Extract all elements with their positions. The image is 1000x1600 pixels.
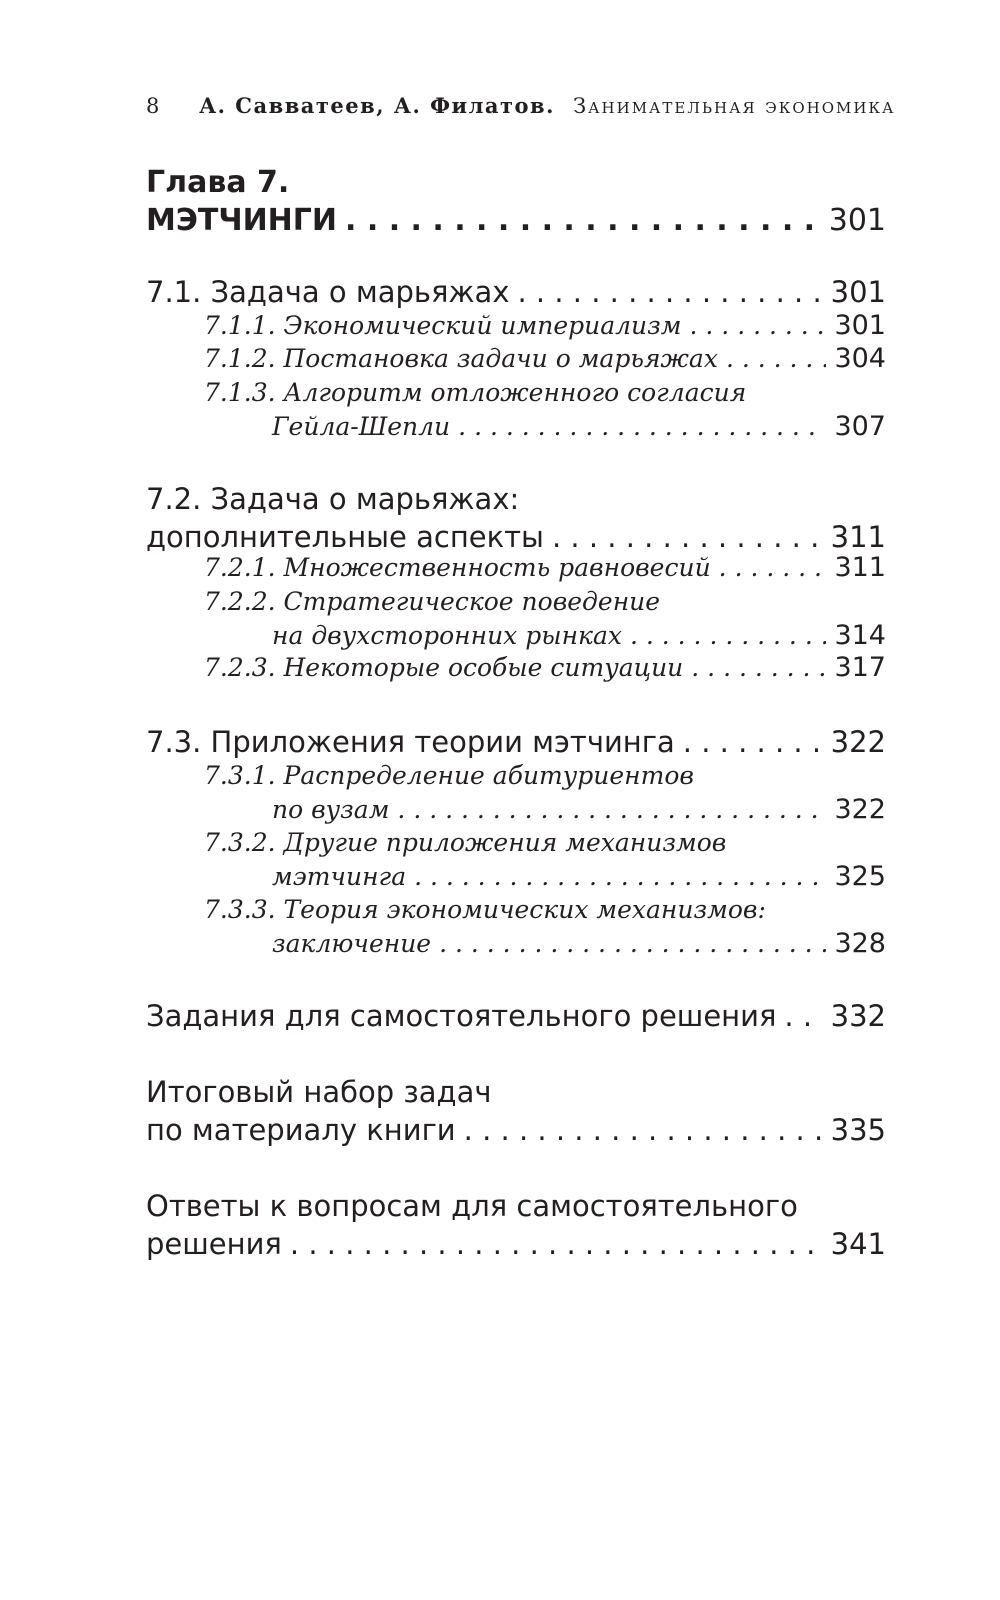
page-ref: 341 (830, 1227, 886, 1261)
dot-leader (439, 927, 826, 961)
running-head (146, 93, 896, 118)
page-ref: 325 (834, 861, 886, 892)
entry-title: 7.2.1. Множественность равновесий (204, 553, 711, 582)
page-ref: 304 (834, 343, 886, 374)
toc-entry-final-tasks[interactable] (146, 1073, 886, 1149)
page-ref: 307 (834, 411, 886, 442)
page-ref: 335 (830, 1113, 886, 1147)
entry-title-line2: по вузам (272, 795, 390, 824)
book-title: Занимательная экономика (573, 94, 896, 118)
entry-title-line2: мэтчинга (272, 862, 407, 891)
entry-title-line2: Гейла-Шепли (272, 412, 451, 441)
entry-title-line2: дополнительные аспекты (146, 520, 544, 554)
chapter-title: МЭТЧИНГИ (146, 203, 338, 238)
entry-title-line1: 7.2.2. Стратегическое поведение (204, 587, 661, 616)
dot-leader (464, 1111, 823, 1149)
dot-leader (719, 551, 827, 585)
page-ref: 301 (830, 275, 886, 309)
dot-leader (345, 202, 821, 240)
authors: А. Савватеев, А. Филатов. (199, 93, 555, 118)
page-ref: 301 (834, 310, 886, 341)
page-ref: 301 (828, 203, 886, 238)
toc-entry-7-3-2[interactable] (204, 826, 886, 894)
page-ref: 311 (834, 552, 886, 583)
toc-entry-answers[interactable] (146, 1187, 886, 1263)
dot-leader (726, 342, 827, 376)
dot-leader (458, 410, 826, 444)
dot-leader (690, 309, 827, 343)
chapter-label: Глава 7. (146, 165, 290, 200)
entry-title: 7.1.2. Постановка задачи о марьяжах (204, 344, 718, 373)
toc-entry-7-2-3[interactable] (204, 651, 886, 685)
entry-title-line1: 7.2. Задача о марьяжах: (146, 482, 520, 516)
entry-title: 7.3. Приложения теории мэтчинга (146, 725, 675, 759)
dot-leader (414, 860, 826, 894)
dot-leader (630, 619, 826, 653)
entry-title: 7.1.1. Экономический империализм (204, 311, 682, 340)
toc-entry-7-3-3[interactable] (204, 893, 886, 961)
entry-title-line1: Ответы к вопросам для самостоятельного (146, 1189, 798, 1223)
dot-leader (517, 273, 822, 311)
dot-leader (683, 723, 823, 761)
entry-title: 7.1. Задача о марьяжах (146, 275, 510, 309)
page-number: 8 (146, 94, 161, 118)
toc-entry-7-1-3[interactable] (204, 376, 886, 444)
page-ref: 311 (830, 520, 886, 554)
page-ref: 332 (830, 999, 886, 1033)
entry-title: 7.2.3. Некоторые особые ситуации (204, 653, 684, 682)
dot-leader (691, 651, 826, 685)
dot-leader (397, 793, 826, 827)
toc-entry-7-3[interactable] (146, 723, 886, 761)
toc-entry-7-3-1[interactable] (204, 759, 886, 827)
page-ref: 314 (834, 620, 886, 651)
entry-title-line2: решения (146, 1227, 282, 1261)
entry-title-line1: 7.3.2. Другие приложения механизмов (204, 828, 727, 857)
entry-title-line2: на двухсторонних рынках (272, 621, 622, 650)
page-ref: 328 (834, 928, 886, 959)
toc-entry-7-2-2[interactable] (204, 585, 886, 653)
entry-title: Задания для самостоятельного решения (146, 999, 777, 1033)
entry-title-line2: по материалу книги (146, 1113, 456, 1147)
toc-entry-chapter-7[interactable] (146, 202, 886, 240)
toc-entry-7-1[interactable] (146, 273, 886, 311)
entry-title-line2: заключение (272, 929, 432, 958)
dot-leader (784, 997, 822, 1035)
entry-title-line1: 7.1.3. Алгоритм отложенного согласия (204, 378, 747, 407)
entry-title-line1: 7.3.3. Теория экономических механизмов: (204, 895, 766, 924)
page-ref: 322 (834, 794, 886, 825)
page-ref: 322 (830, 725, 886, 759)
toc-entry-7-2[interactable] (146, 480, 886, 556)
entry-title-line1: 7.3.1. Распределение абитуриентов (204, 761, 694, 790)
page-ref: 317 (834, 652, 886, 683)
toc-entry-tasks[interactable] (146, 997, 886, 1035)
toc-entry-7-1-1[interactable] (204, 309, 886, 343)
toc-entry-7-2-1[interactable] (204, 551, 886, 585)
chapter-heading (146, 164, 886, 240)
entry-title-line1: Итоговый набор задач (146, 1075, 492, 1109)
toc-entry-7-1-2[interactable] (204, 342, 886, 376)
dot-leader (290, 1225, 823, 1263)
